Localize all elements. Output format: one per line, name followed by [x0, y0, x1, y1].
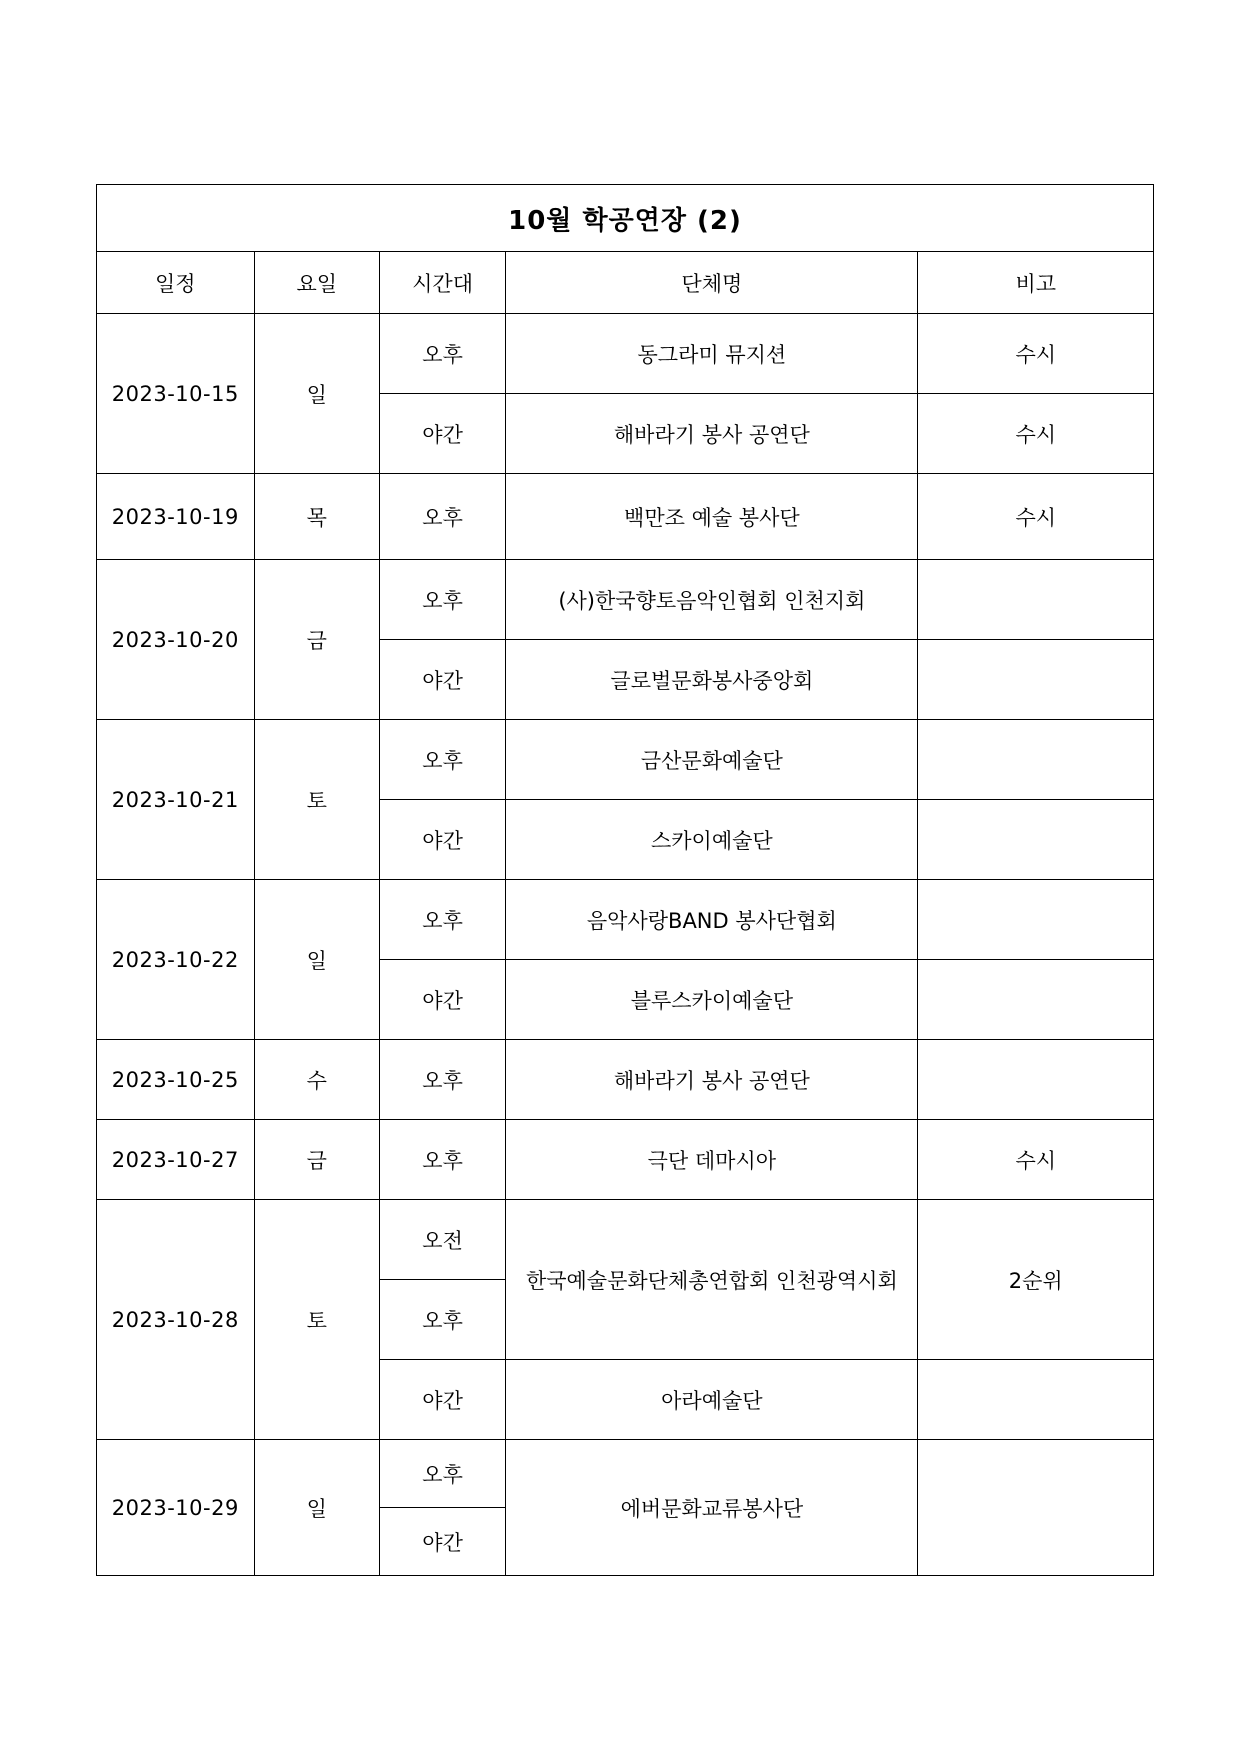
day-cell: 일 [254, 1440, 379, 1576]
table-row [97, 474, 1154, 560]
table-row [97, 1120, 1154, 1200]
table-row [97, 880, 1154, 960]
note-cell [918, 1440, 1154, 1576]
note-cell [918, 960, 1154, 1040]
note-cell [918, 1040, 1154, 1120]
slot-cell: 오후 [379, 1280, 505, 1360]
header-note: 비고 [918, 252, 1154, 314]
table-row [97, 314, 1154, 394]
header-slot: 시간대 [379, 252, 505, 314]
table-row [97, 720, 1154, 800]
slot-cell: 오후 [379, 314, 505, 394]
note-cell [918, 880, 1154, 960]
group-cell: 동그라미 뮤지션 [506, 314, 918, 394]
note-cell [918, 560, 1154, 640]
slot-cell: 야간 [379, 394, 505, 474]
group-cell: 백만조 예술 봉사단 [506, 474, 918, 560]
note-cell [918, 800, 1154, 880]
slot-cell: 오후 [379, 560, 505, 640]
header-date: 일정 [97, 252, 255, 314]
slot-cell: 오후 [379, 720, 505, 800]
group-cell: 블루스카이예술단 [506, 960, 918, 1040]
date-cell: 2023-10-15 [97, 314, 255, 474]
group-cell: 극단 데마시아 [506, 1120, 918, 1200]
day-cell: 목 [254, 474, 379, 560]
group-cell: 스카이예술단 [506, 800, 918, 880]
group-cell: 글로벌문화봉사중앙회 [506, 640, 918, 720]
table-row [97, 1200, 1154, 1280]
slot-cell: 야간 [379, 1508, 505, 1576]
group-cell: 에버문화교류봉사단 [506, 1440, 918, 1576]
note-cell [918, 720, 1154, 800]
slot-cell: 야간 [379, 1360, 505, 1440]
group-cell: 음악사랑BAND 봉사단협회 [506, 880, 918, 960]
slot-cell: 오후 [379, 1040, 505, 1120]
slot-cell: 오전 [379, 1200, 505, 1280]
note-cell [918, 640, 1154, 720]
day-cell: 금 [254, 1120, 379, 1200]
date-cell: 2023-10-28 [97, 1200, 255, 1440]
group-cell: 한국예술문화단체총연합회 인천광역시회 [506, 1200, 918, 1360]
table-title: 10월 학공연장 (2) [97, 185, 1154, 252]
day-cell: 일 [254, 880, 379, 1040]
group-cell: 아라예술단 [506, 1360, 918, 1440]
day-cell: 토 [254, 720, 379, 880]
note-cell: 수시 [918, 394, 1154, 474]
note-cell: 2순위 [918, 1200, 1154, 1360]
group-cell: 해바라기 봉사 공연단 [506, 1040, 918, 1120]
date-cell: 2023-10-29 [97, 1440, 255, 1576]
date-cell: 2023-10-20 [97, 560, 255, 720]
header-row [97, 252, 1154, 314]
slot-cell: 오후 [379, 474, 505, 560]
date-cell: 2023-10-21 [97, 720, 255, 880]
slot-cell: 야간 [379, 800, 505, 880]
table-row [97, 1440, 1154, 1508]
note-cell [918, 1360, 1154, 1440]
group-cell: (사)한국향토음악인협회 인천지회 [506, 560, 918, 640]
date-cell: 2023-10-19 [97, 474, 255, 560]
day-cell: 수 [254, 1040, 379, 1120]
date-cell: 2023-10-22 [97, 880, 255, 1040]
day-cell: 일 [254, 314, 379, 474]
note-cell: 수시 [918, 1120, 1154, 1200]
date-cell: 2023-10-25 [97, 1040, 255, 1120]
slot-cell: 오후 [379, 1440, 505, 1508]
date-cell: 2023-10-27 [97, 1120, 255, 1200]
note-cell: 수시 [918, 314, 1154, 394]
schedule-table [96, 184, 1154, 1576]
slot-cell: 오후 [379, 1120, 505, 1200]
note-cell: 수시 [918, 474, 1154, 560]
day-cell: 토 [254, 1200, 379, 1440]
day-cell: 금 [254, 560, 379, 720]
header-day: 요일 [254, 252, 379, 314]
header-group: 단체명 [506, 252, 918, 314]
table-row [97, 560, 1154, 640]
table-row [97, 1040, 1154, 1120]
slot-cell: 야간 [379, 640, 505, 720]
slot-cell: 야간 [379, 960, 505, 1040]
group-cell: 해바라기 봉사 공연단 [506, 394, 918, 474]
group-cell: 금산문화예술단 [506, 720, 918, 800]
slot-cell: 오후 [379, 880, 505, 960]
